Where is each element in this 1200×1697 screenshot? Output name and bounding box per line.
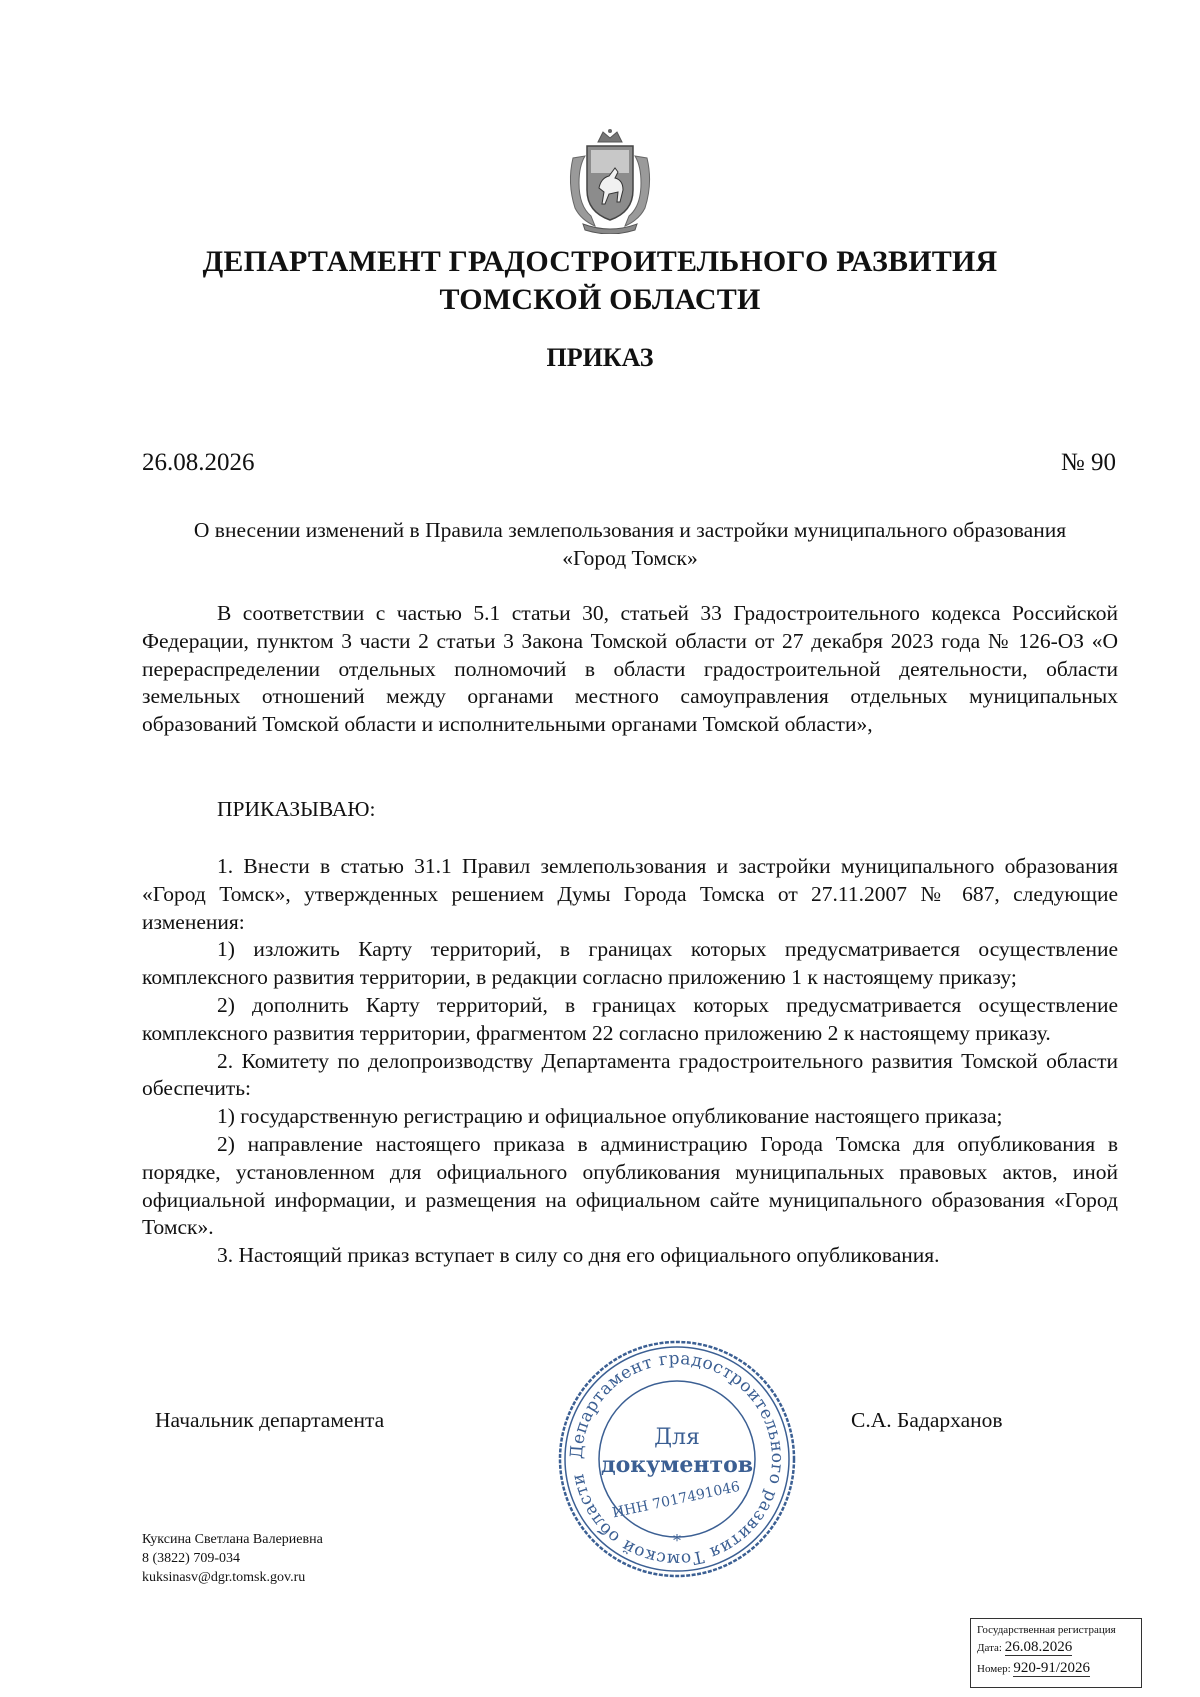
order-item: 2) направление настоящего приказа в администрацию Города Томска для опубликования в порядке, установленном для официального опубликования муниципальных правовых актов, иной официальной информации, и размещения на официальном сайте муниципального образования «Город Томск». xyxy=(142,1131,1118,1240)
organization-name-line2: ТОМСКОЙ ОБЛАСТИ xyxy=(439,283,761,316)
document-number: № 90 xyxy=(1060,449,1116,476)
stamp-inn: ИНН 7017491046 xyxy=(610,1478,742,1522)
contact-block xyxy=(142,1530,323,1587)
order-item: 1. Внести в статью 31.1 Правил землепользования и застройки муниципального образования «Город Томск», утвержденных решением Думы Города Томска от 27.11.2007 № 687, следующие изменения: xyxy=(142,854,1118,934)
registration-date-row xyxy=(977,1637,1135,1658)
contact-phone: 8 (3822) 709-034 xyxy=(142,1551,240,1566)
order-item: 2) дополнить Карту территорий, в границах которых предусматривается осуществление комплексного развития территории, фрагментом 22 согласно приложению 2 к настоящему приказу. xyxy=(142,992,1118,1045)
registration-number-value: 920-91/2026 xyxy=(1013,1660,1091,1676)
registration-date-label: Дата: xyxy=(977,1642,1002,1654)
registration-number-label: Номер: xyxy=(977,1663,1011,1675)
document-subject: О внесении изменений в Правила землепользования и застройки муниципального образования «Город Томск» xyxy=(193,518,1067,570)
registration-date-value: 26.08.2026 xyxy=(1004,1639,1073,1655)
document-date: 26.08.2026 xyxy=(142,449,255,476)
stamp-ring-text: Департамент градостроительного развития Томской области xyxy=(566,1348,788,1570)
signatory-title: Начальник департамента xyxy=(155,1408,385,1432)
organization-name-line1: ДЕПАРТАМЕНТ ГРАДОСТРОИТЕЛЬНОГО РАЗВИТИЯ xyxy=(202,245,998,278)
preamble xyxy=(142,600,1118,739)
preamble-text: В соответствии с частью 5.1 статьи 30, статьей 33 Градостроительного кодекса Российской Федерации, пунктом 3 части 2 статьи 3 Закона Томской области от 27 декабря 2023 года № 126-ОЗ «О перераспределении отдельных полномочий в области градостроительной деятельности, области земельных отношений между органами местного самоуправления отдельных муниципальных образований Томской области и исполнительными органами Томской области», xyxy=(142,601,1118,737)
order-item: 1) изложить Карту территорий, в границах которых предусматривается осуществление комплексного развития территории, в редакции согласно приложению 1 к настоящему приказу; xyxy=(142,937,1118,990)
coat-of-arms-icon xyxy=(565,128,655,234)
document-type: ПРИКАЗ xyxy=(546,343,654,372)
stamp-center-line1: Для xyxy=(654,1425,700,1450)
registration-box xyxy=(970,1618,1142,1688)
contact-email: kuksinasv@dgr.tomsk.gov.ru xyxy=(142,1570,306,1585)
contact-name: Куксина Светлана Валериевна xyxy=(142,1532,323,1547)
official-stamp xyxy=(556,1338,798,1580)
stamp-star-icon: * xyxy=(673,1531,681,1550)
signatory-name: С.А. Бадарханов xyxy=(851,1408,1003,1432)
registration-heading: Государственная регистрация xyxy=(977,1624,1116,1636)
order-item: 3. Настоящий приказ вступает в силу со дня его официального опубликования. xyxy=(217,1243,940,1268)
order-word: ПРИКАЗЫВАЮ: xyxy=(217,797,376,821)
order-item: 2. Комитету по делопроизводству Департамента градостроительного развития Томской области обеспечить: xyxy=(142,1048,1118,1101)
order-item: 1) государственную регистрацию и официальное опубликование настоящего приказа; xyxy=(217,1104,1003,1129)
order-items xyxy=(142,853,1118,1270)
registration-number-row xyxy=(977,1658,1135,1679)
stamp-center-line2: документов xyxy=(600,1452,754,1478)
